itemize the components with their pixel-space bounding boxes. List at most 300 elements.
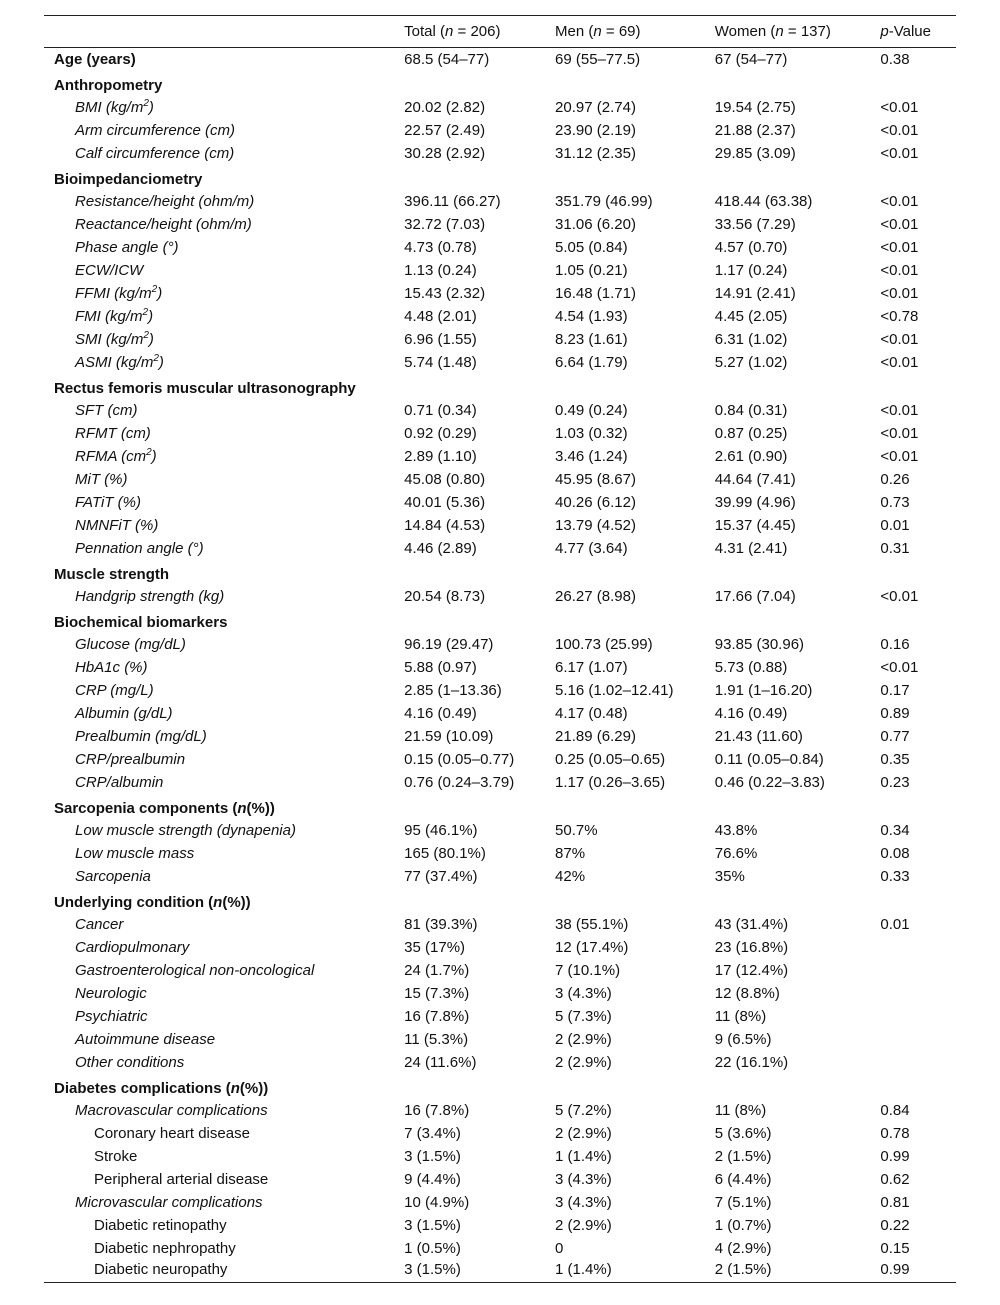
cell-men: 13.79 (4.52): [555, 516, 636, 534]
table-row: [44, 259, 956, 282]
cell-men: 1.05 (0.21): [555, 261, 628, 279]
section-filler: [404, 608, 956, 633]
label-text: Psychiatric: [75, 1007, 148, 1025]
row-label: [44, 1074, 404, 1099]
table-row: [44, 190, 956, 213]
section-row: [44, 71, 956, 96]
table-row: [44, 1099, 956, 1122]
row-label: [44, 842, 404, 865]
cell-men: 87%: [555, 844, 586, 862]
row-label: [44, 1260, 404, 1283]
label-sup: 2: [142, 306, 149, 318]
cell-p: 0.81: [880, 1193, 910, 1211]
cell-p: [880, 1028, 956, 1051]
cell-women: 43.8%: [714, 821, 758, 839]
cell-women: 1.17 (0.24): [714, 261, 788, 279]
cell-p: 0.84: [880, 1101, 910, 1119]
row-label: [44, 259, 404, 282]
label-text: Biochemical biomarkers: [54, 613, 228, 631]
row-label: [44, 888, 404, 913]
cell-p: 0.89: [880, 704, 910, 722]
section-row: [44, 1074, 956, 1099]
label-post: ): [148, 307, 154, 325]
cell-women: 418.44 (63.38): [714, 192, 813, 210]
label-text: Diabetic retinopathy: [94, 1216, 227, 1234]
table-row: [44, 842, 956, 865]
cell-men: 12 (17.4%): [555, 938, 629, 956]
table-row: [44, 725, 956, 748]
cell-women: 4.31 (2.41): [714, 539, 788, 557]
cell-men: 8.23 (1.61): [555, 330, 628, 348]
cell-total: 0.76 (0.24–3.79): [404, 773, 515, 791]
label-text: NMNFiT (%): [75, 516, 159, 534]
row-label: [44, 48, 404, 71]
cell-total: 5.88 (0.97): [404, 658, 477, 676]
cell-total: 4.48 (2.01): [404, 307, 477, 325]
section-filler: [404, 1074, 956, 1099]
cell-women: 4.57 (0.70): [714, 238, 788, 256]
row-label: [44, 71, 404, 96]
table-row: [44, 1005, 956, 1028]
row-label: [44, 236, 404, 259]
cell-women: 1.91 (1–16.20): [714, 681, 813, 699]
section-row: [44, 560, 956, 585]
cell-p: <0.01: [880, 238, 919, 256]
row-label: [44, 1051, 404, 1074]
cell-women: 5.73 (0.88): [714, 658, 788, 676]
label-post: ): [148, 98, 154, 116]
table-row: [44, 537, 956, 560]
label-text: Sarcopenia components (: [54, 799, 238, 817]
label-text: Rectus femoris muscular ultrasonography: [54, 379, 356, 397]
table-row: [44, 399, 956, 422]
cell-women: 5 (3.6%): [714, 1124, 772, 1142]
section-filler: [404, 560, 956, 585]
cell-women: 67 (54–77): [714, 50, 788, 68]
cell-p: <0.01: [880, 424, 919, 442]
row-label: [44, 936, 404, 959]
row-label: [44, 282, 404, 305]
cell-men: 45.95 (8.67): [555, 470, 636, 488]
cell-men: 42%: [555, 867, 586, 885]
cell-total: 0.71 (0.34): [404, 401, 477, 419]
cell-men: 4.77 (3.64): [555, 539, 628, 557]
cell-p: 0.99: [880, 1260, 956, 1283]
cell-men: 2 (2.9%): [555, 1216, 612, 1234]
cell-women: 4.45 (2.05): [714, 307, 788, 325]
cell-men: 4.54 (1.93): [555, 307, 628, 325]
cell-p: <0.01: [880, 401, 919, 419]
cell-total: 2.89 (1.10): [404, 447, 477, 465]
cell-total: 24 (1.7%): [404, 961, 470, 979]
row-label: [44, 213, 404, 236]
row-label: [44, 468, 404, 491]
row-label: [44, 656, 404, 679]
label-text: FMI (kg/m: [75, 307, 143, 325]
row-label: [44, 1168, 404, 1191]
label-post: ): [158, 353, 164, 371]
cell-p: 0.77: [880, 727, 910, 745]
cell-men: 20.97 (2.74): [555, 98, 636, 116]
cell-men: 100.73 (25.99): [555, 635, 653, 653]
cell-total: 15 (7.3%): [404, 984, 470, 1002]
label-sup: 2: [153, 352, 159, 364]
row-label: [44, 959, 404, 982]
cell-total: 1.13 (0.24): [404, 261, 477, 279]
table-row: [44, 1191, 956, 1214]
header-women: Women (n = 137): [715, 16, 881, 48]
row-label: [44, 491, 404, 514]
row-label: [44, 1099, 404, 1122]
cell-p: 0.78: [880, 1124, 910, 1142]
cell-total: 165 (80.1%): [404, 844, 486, 862]
label-text: RFMT (cm): [75, 424, 151, 442]
label-text: Low muscle strength (dynapenia): [75, 821, 296, 839]
cell-women: 1 (0.7%): [714, 1216, 772, 1234]
section-row: [44, 374, 956, 399]
table-row: [44, 771, 956, 794]
characteristics-table: [44, 15, 956, 1283]
label-text: Neurologic: [75, 984, 147, 1002]
label-sup: 2: [143, 97, 149, 109]
cell-p: 0.73: [880, 493, 910, 511]
cell-women: 2 (1.5%): [714, 1147, 772, 1165]
label-sup: 2: [146, 446, 152, 458]
cell-men: 38 (55.1%): [555, 915, 629, 933]
cell-women: 44.64 (7.41): [714, 470, 796, 488]
cell-p: 0.16: [880, 635, 910, 653]
table-row: [44, 656, 956, 679]
label-n: n: [213, 893, 223, 911]
table-row: [44, 1168, 956, 1191]
cell-men: 5.05 (0.84): [555, 238, 628, 256]
section-row: [44, 794, 956, 819]
cell-p: 0.15: [880, 1239, 910, 1257]
table-row: [44, 422, 956, 445]
label-sup: 2: [151, 283, 158, 295]
cell-total: 30.28 (2.92): [404, 144, 486, 162]
cell-women: 17 (12.4%): [714, 961, 789, 979]
cell-total: 3 (1.5%): [404, 1260, 555, 1283]
label-text: Arm circumference (cm): [75, 121, 236, 139]
cell-total: 35 (17%): [404, 938, 466, 956]
row-label: [44, 514, 404, 537]
cell-men: 3 (4.3%): [555, 984, 612, 1002]
row-label: [44, 328, 404, 351]
table-body: [44, 48, 956, 1283]
cell-total: 22.57 (2.49): [404, 121, 486, 139]
cell-men: 31.12 (2.35): [555, 144, 636, 162]
cell-men: 21.89 (6.29): [555, 727, 636, 745]
label-text: CRP/prealbumin: [75, 750, 186, 768]
cell-women: 14.91 (2.41): [714, 284, 796, 302]
row-label: [44, 422, 404, 445]
cell-women: 29.85 (3.09): [714, 144, 796, 162]
cell-total: 4.46 (2.89): [404, 539, 477, 557]
table-row: [44, 96, 956, 119]
table-row: [44, 351, 956, 374]
label-text: Low muscle mass: [75, 844, 195, 862]
cell-women: 2 (1.5%): [715, 1260, 881, 1283]
cell-men: 40.26 (6.12): [555, 493, 636, 511]
label-text: Reactance/height (ohm/m): [75, 215, 252, 233]
cell-men: 2 (2.9%): [555, 1053, 612, 1071]
cell-total: 7 (3.4%): [404, 1124, 461, 1142]
row-label: [44, 702, 404, 725]
table-row: [44, 328, 956, 351]
cell-total: 6.96 (1.55): [404, 330, 477, 348]
cell-p: [880, 1005, 956, 1028]
row-label: [44, 119, 404, 142]
cell-men: 5.16 (1.02–12.41): [555, 681, 674, 699]
cell-p: 0.35: [880, 750, 910, 768]
table-row: [44, 1028, 956, 1051]
cell-men: 7 (10.1%): [555, 961, 621, 979]
label-text: Other conditions: [75, 1053, 185, 1071]
cell-p: 0.62: [880, 1170, 910, 1188]
label-text: Handgrip strength (kg): [75, 587, 225, 605]
cell-total: 96.19 (29.47): [404, 635, 494, 653]
cell-men: 23.90 (2.19): [555, 121, 636, 139]
cell-p: <0.01: [880, 144, 919, 162]
cell-p: 0.23: [880, 773, 910, 791]
cell-total: 21.59 (10.09): [404, 727, 494, 745]
cell-women: 4.16 (0.49): [714, 704, 788, 722]
section-row: [44, 608, 956, 633]
cell-p: 0.17: [880, 681, 910, 699]
cell-total: 11 (5.3%): [404, 1030, 469, 1048]
table-row: [44, 236, 956, 259]
row-label: [44, 351, 404, 374]
cell-total: 2.85 (1–13.36): [404, 681, 502, 699]
label-text: Underlying condition (: [54, 893, 214, 911]
cell-women: 21.88 (2.37): [714, 121, 796, 139]
cell-p: <0.78: [880, 307, 919, 325]
table-row: [44, 913, 956, 936]
cell-p: <0.01: [880, 98, 919, 116]
row-label: [44, 608, 404, 633]
cell-women: 35%: [714, 867, 745, 885]
row-label: [44, 679, 404, 702]
cell-p: 0.08: [880, 844, 910, 862]
cell-women: 0.11 (0.05–0.84): [714, 750, 824, 768]
cell-total: 68.5 (54–77): [404, 50, 490, 68]
cell-women: 15.37 (4.45): [714, 516, 796, 534]
cell-women: 5.27 (1.02): [714, 353, 788, 371]
row-label: [44, 142, 404, 165]
label-text: Diabetic nephropathy: [94, 1239, 236, 1257]
label-text: Albumin (g/dL): [75, 704, 173, 722]
label-post: ): [148, 330, 154, 348]
label-text: FFMI (kg/m: [75, 284, 152, 302]
cell-men: 0.49 (0.24): [555, 401, 628, 419]
cell-women: 43 (31.4%): [714, 915, 789, 933]
section-filler: [404, 888, 956, 913]
cell-total: 4.16 (0.49): [404, 704, 477, 722]
cell-women: 76.6%: [714, 844, 758, 862]
cell-women: 11 (8%): [714, 1007, 767, 1025]
row-label: [44, 865, 404, 888]
cell-p: <0.01: [880, 658, 919, 676]
label-text: CRP (mg/L): [75, 681, 154, 699]
table-row: [44, 514, 956, 537]
cell-p: 0.33: [880, 867, 910, 885]
label-text: HbA1c (%): [75, 658, 148, 676]
label-text: Sarcopenia: [75, 867, 151, 885]
table-row: [44, 679, 956, 702]
label-text: Anthropometry: [54, 76, 163, 94]
label-text: Gastroenterological non-oncological: [75, 961, 315, 979]
table-row: [44, 959, 956, 982]
cell-p: <0.01: [880, 121, 919, 139]
cell-men: 0: [555, 1239, 564, 1257]
row-label: [44, 399, 404, 422]
row-label: [44, 633, 404, 656]
cell-men: 50.7%: [555, 821, 598, 839]
label-text: ASMI (kg/m: [75, 353, 154, 371]
header-total: Total (n = 206): [404, 16, 555, 48]
section-filler: [404, 794, 956, 819]
label-text: FATiT (%): [75, 493, 141, 511]
cell-women: 23 (16.8%): [714, 938, 789, 956]
row-label: [44, 1145, 404, 1168]
label-text: Muscle strength: [54, 565, 170, 583]
cell-men: 2 (2.9%): [555, 1124, 612, 1142]
cell-p: 0.99: [880, 1147, 910, 1165]
cell-women: 17.66 (7.04): [714, 587, 796, 605]
label-text: SMI (kg/m: [75, 330, 144, 348]
cell-p: 0.26: [880, 470, 910, 488]
cell-women: 93.85 (30.96): [714, 635, 805, 653]
cell-men: 31.06 (6.20): [555, 215, 636, 233]
label-text: Autoimmune disease: [75, 1030, 216, 1048]
cell-p: <0.01: [880, 330, 919, 348]
cell-p: 0.22: [880, 1216, 910, 1234]
row-label: [44, 748, 404, 771]
cell-total: 1 (0.5%): [404, 1239, 461, 1257]
label-sup: 2: [143, 329, 149, 341]
table-row: [44, 48, 956, 71]
cell-women: 12 (8.8%): [714, 984, 780, 1002]
cell-total: 20.54 (8.73): [404, 587, 486, 605]
cell-total: 77 (37.4%): [404, 867, 478, 885]
cell-p: [880, 936, 956, 959]
cell-total: 396.11 (66.27): [404, 192, 501, 210]
table-row: [44, 1214, 956, 1237]
cell-p: <0.01: [880, 587, 919, 605]
cell-total: 81 (39.3%): [404, 915, 478, 933]
table-row: [44, 865, 956, 888]
cell-men: 1.17 (0.26–3.65): [555, 773, 666, 791]
row-label: [44, 1122, 404, 1145]
cell-total: 20.02 (2.82): [404, 98, 486, 116]
label-post: (%)): [222, 893, 251, 911]
label-text: Diabetes complications (: [54, 1079, 231, 1097]
cell-women: 11 (8%): [714, 1101, 767, 1119]
row-label: [44, 982, 404, 1005]
cell-men: 6.64 (1.79): [555, 353, 628, 371]
cell-p: [880, 982, 956, 1005]
section-row: [44, 165, 956, 190]
cell-men: 69 (55–77.5): [555, 50, 641, 68]
label-post: (%)): [246, 799, 275, 817]
cell-women: 9 (6.5%): [714, 1030, 772, 1048]
cell-men: 1.03 (0.32): [555, 424, 628, 442]
label-text: Calf circumference (cm): [75, 144, 235, 162]
cell-total: 9 (4.4%): [404, 1170, 461, 1188]
label-text: Cancer: [75, 915, 124, 933]
cell-women: 0.87 (0.25): [714, 424, 788, 442]
cell-men: 4.17 (0.48): [555, 704, 628, 722]
cell-p: 0.38: [880, 50, 910, 68]
cell-p: <0.01: [880, 215, 919, 233]
cell-women: 4 (2.9%): [714, 1239, 772, 1257]
table-row: [44, 282, 956, 305]
label-text: Microvascular complications: [75, 1193, 263, 1211]
table-row: [44, 702, 956, 725]
cell-women: 39.99 (4.96): [714, 493, 796, 511]
section-filler: [404, 71, 956, 96]
cell-total: 5.74 (1.48): [404, 353, 477, 371]
label-text: Glucose (mg/dL): [75, 635, 186, 653]
cell-total: 95 (46.1%): [404, 821, 478, 839]
label-text: Peripheral arterial disease: [94, 1170, 269, 1188]
label-text: Phase angle (°): [75, 238, 179, 256]
label-text: BMI (kg/m: [75, 98, 144, 116]
label-text: Resistance/height (ohm/m): [75, 192, 255, 210]
row-label: [44, 374, 404, 399]
row-label: [44, 165, 404, 190]
table-row: [44, 445, 956, 468]
header-label: [44, 16, 404, 48]
cell-total: 32.72 (7.03): [404, 215, 486, 233]
table-row: [44, 491, 956, 514]
cell-women: 33.56 (7.29): [714, 215, 796, 233]
cell-p: [880, 1051, 956, 1074]
cell-total: 10 (4.9%): [404, 1193, 470, 1211]
cell-total: 4.73 (0.78): [404, 238, 477, 256]
cell-men: 1 (1.4%): [555, 1260, 715, 1283]
cell-men: 3.46 (1.24): [555, 447, 628, 465]
label-text: Prealbumin (mg/dL): [75, 727, 207, 745]
cell-men: 6.17 (1.07): [555, 658, 628, 676]
cell-men: 3 (4.3%): [555, 1193, 612, 1211]
cell-p: <0.01: [880, 261, 919, 279]
cell-p: [880, 959, 956, 982]
table-row: [44, 305, 956, 328]
cell-women: 22 (16.1%): [714, 1053, 789, 1071]
cell-p: 0.31: [880, 539, 910, 557]
table-row: [44, 936, 956, 959]
table-row: [44, 633, 956, 656]
cell-total: 14.84 (4.53): [404, 516, 486, 534]
label-n: n: [230, 1079, 240, 1097]
label-text: ECW/ICW: [75, 261, 144, 279]
row-label: [44, 585, 404, 608]
table-row: [44, 1260, 956, 1283]
label-text: Age (years): [54, 50, 136, 68]
row-label: [44, 771, 404, 794]
label-text: SFT (cm): [75, 401, 138, 419]
table-row: [44, 585, 956, 608]
label-post: ): [157, 284, 163, 302]
row-label: [44, 560, 404, 585]
cell-total: 45.08 (0.80): [404, 470, 486, 488]
table-row: [44, 982, 956, 1005]
cell-women: 0.84 (0.31): [714, 401, 788, 419]
table-row: [44, 1145, 956, 1168]
table-row: [44, 1122, 956, 1145]
